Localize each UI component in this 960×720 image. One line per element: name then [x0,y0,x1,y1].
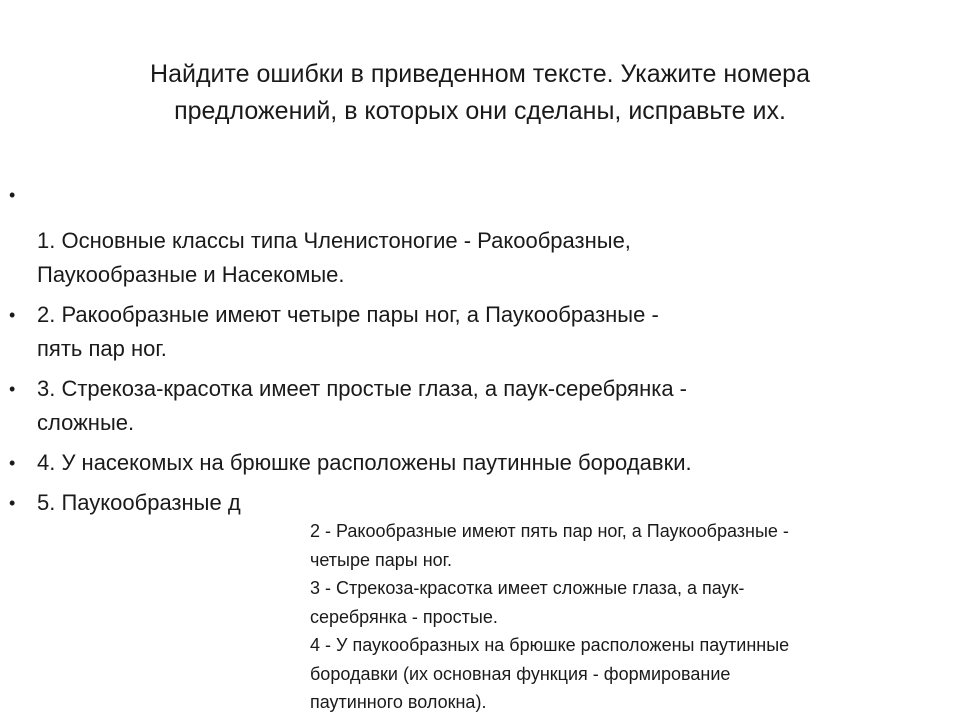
statement-text-3: 3. Стрекоза-красотка имеет простые глаза, а паук-серебрянка - сложные. [37,376,687,435]
bullet-dot-icon: • [9,305,16,325]
answer-line-6: бородавки (их основная функция - формирование [310,663,731,684]
bullet-dot-icon: • [9,185,16,205]
statement-item-1 [0,178,960,292]
statement-item-3 [0,372,960,440]
statement-text-4: 4. У насекомых на брюшке расположены паутинные бородавки. [37,450,692,475]
statement-item-2 [0,298,960,366]
answer-line-5: 4 - У паукообразных на брюшке расположены паутинные [310,635,790,655]
slide-title-line-2: предложений, в которых они сделаны, исправьте их. [174,97,786,125]
answer-line-4: серебрянка - простые. [310,606,498,627]
bullet-dot-icon: • [9,493,16,513]
statement-text-1: 1. Основные классы типа Членистоногие - Ракообразные, Паукообразные и Насекомые. [37,228,631,287]
statement-text-2: 2. Ракообразные имеют четыре пары ног, а Паукообразные - пять пар ног. [37,302,659,361]
slide-title [60,56,900,130]
bullet-dot-icon: • [9,453,16,473]
bullet-dot-icon: • [9,379,16,399]
statement-text-5: 5. Паукообразные д [37,490,241,515]
statement-item-4 [0,446,960,480]
answer-line-3: 3 - Стрекоза-красотка имеет сложные глаза, а паук- [310,578,745,598]
answer-box [302,515,894,720]
statement-list [0,178,960,520]
slide-title-line-1: Найдите ошибки в приведенном тексте. Укажите номера [150,60,810,88]
answer-line-7: паутинного волокна). [310,692,487,712]
answer-line-2: четыре пары ног. [310,549,453,570]
answer-line-1: 2 - Ракообразные имеют пять пар ног, а Паукообразные - [310,521,789,541]
